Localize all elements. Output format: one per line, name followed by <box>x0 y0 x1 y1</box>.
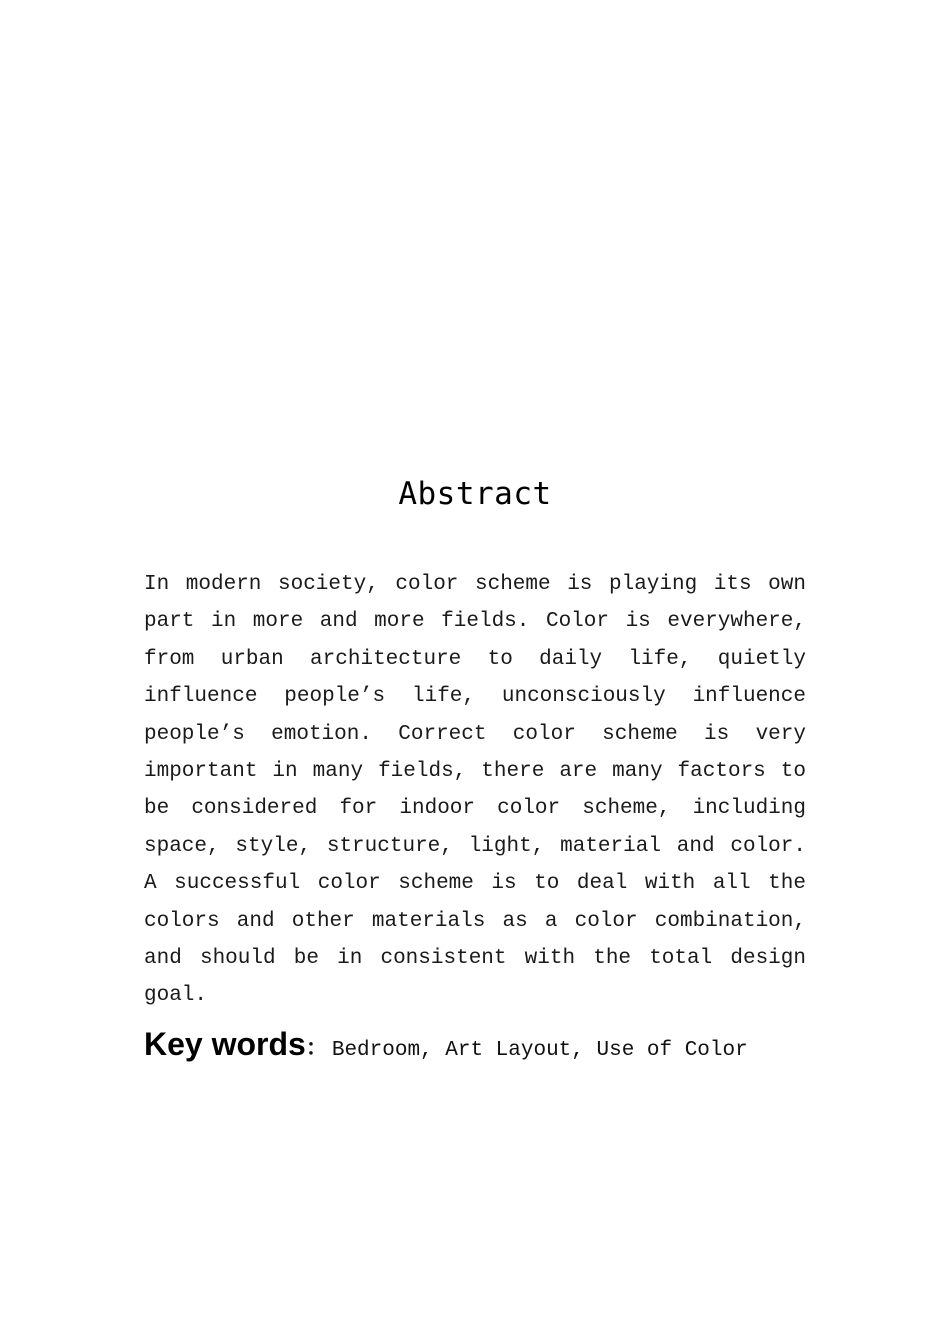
keywords-line <box>144 1022 806 1066</box>
keywords-label: Key words <box>144 1026 306 1062</box>
abstract-body-text: In modern society, color scheme is playing its own part in more and more fields. Color is everywhere, from urban architecture to daily life, quietly influence people’s life, unconsciously influence people’s emotion. Correct color scheme is very important in many fields, there are many factors to be considered for indoor color scheme, including space, style, structure, light, material and color. A successful color scheme is to deal with all the colors and other materials as a color combination, and should be in consistent with the total design goal. <box>144 573 806 1008</box>
keywords-colon: ： <box>305 1035 328 1060</box>
keywords-value: Bedroom, Art Layout, Use of Color <box>331 1039 748 1062</box>
abstract-title: Abstract <box>398 476 552 512</box>
